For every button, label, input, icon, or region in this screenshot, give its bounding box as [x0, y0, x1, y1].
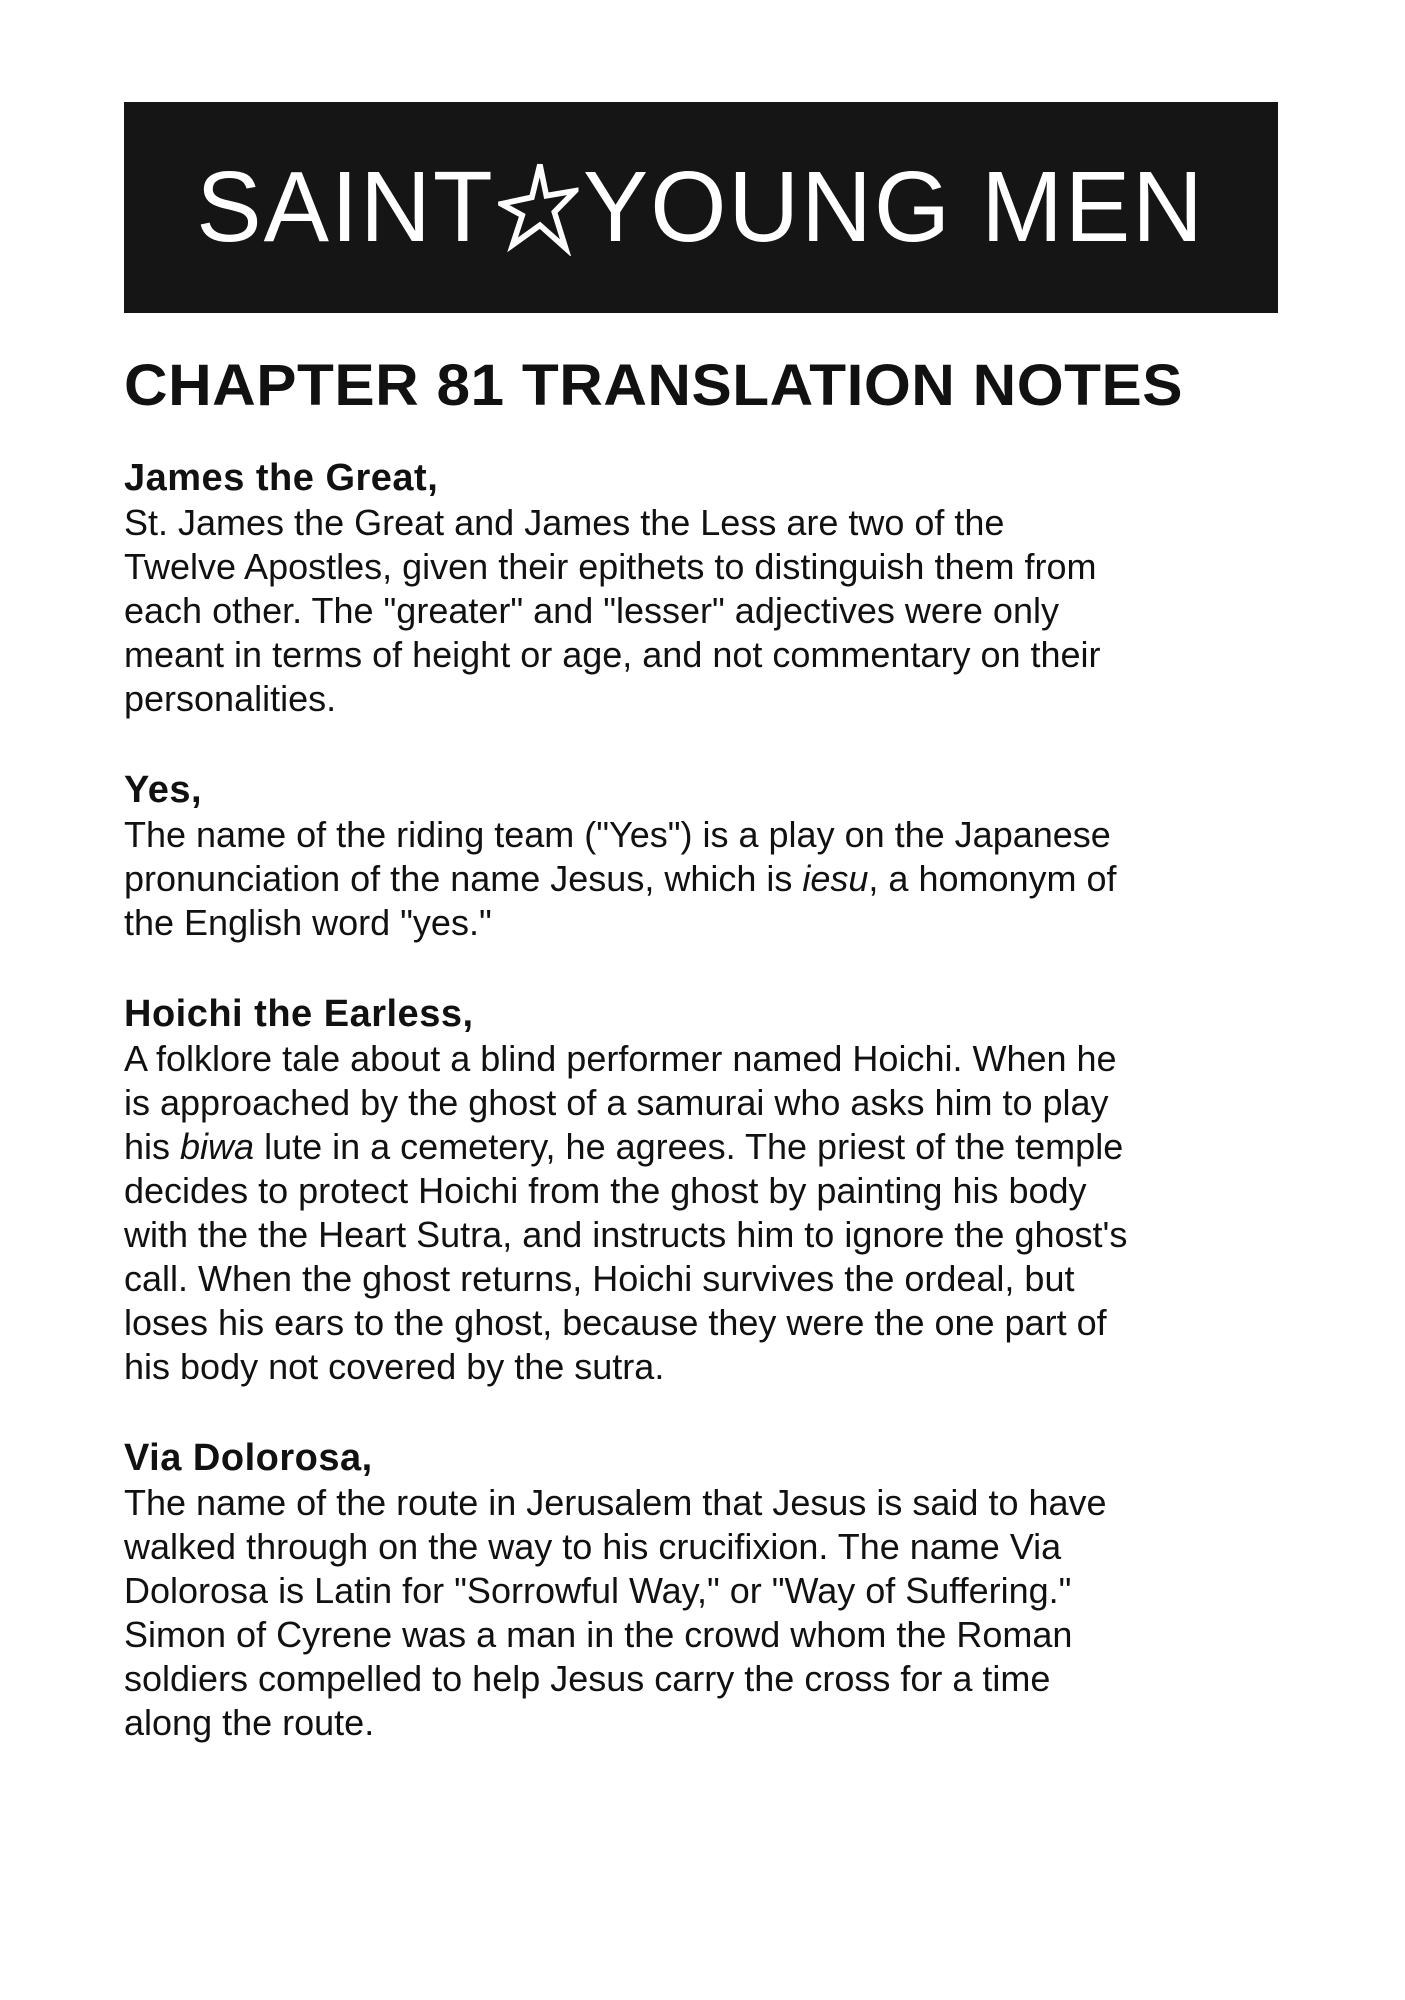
text-segment: St. James the Great and James the Less are two of the: [124, 502, 1005, 543]
text-segment: lute in a cemetery, he agrees. The priest of the temple: [254, 1126, 1124, 1167]
logo-text-right: YOUNG MEN: [583, 151, 1206, 263]
text-segment: Dolorosa is Latin for "Sorrowful Way," or "Way of Suffering.": [124, 1570, 1072, 1611]
translation-notes: [124, 455, 1304, 1791]
text-segment: walked through on the way to his crucifixion. The name Via: [124, 1526, 1062, 1567]
note-body-line: [124, 901, 1304, 945]
text-segment: pronunciation of the name Jesus, which is: [124, 858, 803, 899]
note-heading: Yes,: [124, 769, 203, 811]
text-segment: his body not covered by the sutra.: [124, 1346, 665, 1387]
text-segment: with the the Heart Sutra, and instructs him to ignore the ghost's: [124, 1214, 1128, 1255]
text-segment: The name of the riding team ("Yes") is a play on the Japanese: [124, 814, 1111, 855]
text-segment: the English word "yes.": [124, 902, 492, 943]
text-segment: along the route.: [124, 1702, 375, 1743]
text-segment: personalities.: [124, 678, 337, 719]
text-segment: A folklore tale about a blind performer named Hoichi. When he: [124, 1038, 1117, 1079]
note-body-line: [124, 1613, 1304, 1657]
note-body-line: [124, 813, 1304, 857]
series-logo: [197, 150, 1206, 265]
note-body-line: [124, 1081, 1304, 1125]
note-body-line: [124, 677, 1304, 721]
text-segment: call. When the ghost returns, Hoichi survives the ordeal, but: [124, 1258, 1075, 1299]
note-heading: Via Dolorosa,: [124, 1437, 373, 1479]
note-body-line: [124, 1657, 1304, 1701]
text-segment: meant in terms of height or age, and not commentary on their: [124, 634, 1101, 675]
note-body-line: [124, 1125, 1304, 1169]
text-segment: The name of the route in Jerusalem that Jesus is said to have: [124, 1482, 1107, 1523]
note-heading: Hoichi the Earless,: [124, 993, 474, 1035]
text-segment: each other. The "greater" and "lesser" adjectives were only: [124, 590, 1059, 631]
note-body-line: [124, 501, 1304, 545]
text-segment: Simon of Cyrene was a man in the crowd whom the Roman: [124, 1614, 1073, 1655]
text-segment: , a homonym of: [868, 858, 1117, 899]
logo-text-left: SAINT: [196, 151, 496, 263]
note-body-line: [124, 633, 1304, 677]
series-logo-banner: [124, 102, 1278, 313]
text-segment: is approached by the ghost of a samurai who asks him to play: [124, 1082, 1109, 1123]
text-segment: decides to protect Hoichi from the ghost by painting his body: [124, 1170, 1087, 1211]
note-body-line: [124, 589, 1304, 633]
note-section: [124, 991, 1304, 1389]
note-body-line: [124, 1301, 1304, 1345]
note-body-line: [124, 1345, 1304, 1389]
text-segment: Twelve Apostles, given their epithets to distinguish them from: [124, 546, 1097, 587]
page-title: CHAPTER 81 TRANSLATION NOTES: [124, 353, 1184, 418]
star-icon: [499, 160, 579, 256]
note-body-line: [124, 1213, 1304, 1257]
note-body-line: [124, 1569, 1304, 1613]
note-body-line: [124, 1037, 1304, 1081]
italic-term: iesu: [802, 858, 869, 899]
note-section: [124, 1435, 1304, 1745]
note-body-line: [124, 1525, 1304, 1569]
note-body-line: [124, 1169, 1304, 1213]
text-segment: his: [124, 1126, 181, 1167]
note-section: [124, 767, 1304, 945]
note-body-line: [124, 545, 1304, 589]
note-body-line: [124, 1257, 1304, 1301]
note-body-line: [124, 857, 1304, 901]
note-body-line: [124, 1481, 1304, 1525]
text-segment: soldiers compelled to help Jesus carry the cross for a time: [124, 1658, 1051, 1699]
note-section: [124, 455, 1304, 721]
italic-term: biwa: [180, 1126, 255, 1167]
note-heading: James the Great,: [124, 457, 439, 499]
text-segment: loses his ears to the ghost, because they were the one part of: [124, 1302, 1107, 1343]
note-body-line: [124, 1701, 1304, 1745]
